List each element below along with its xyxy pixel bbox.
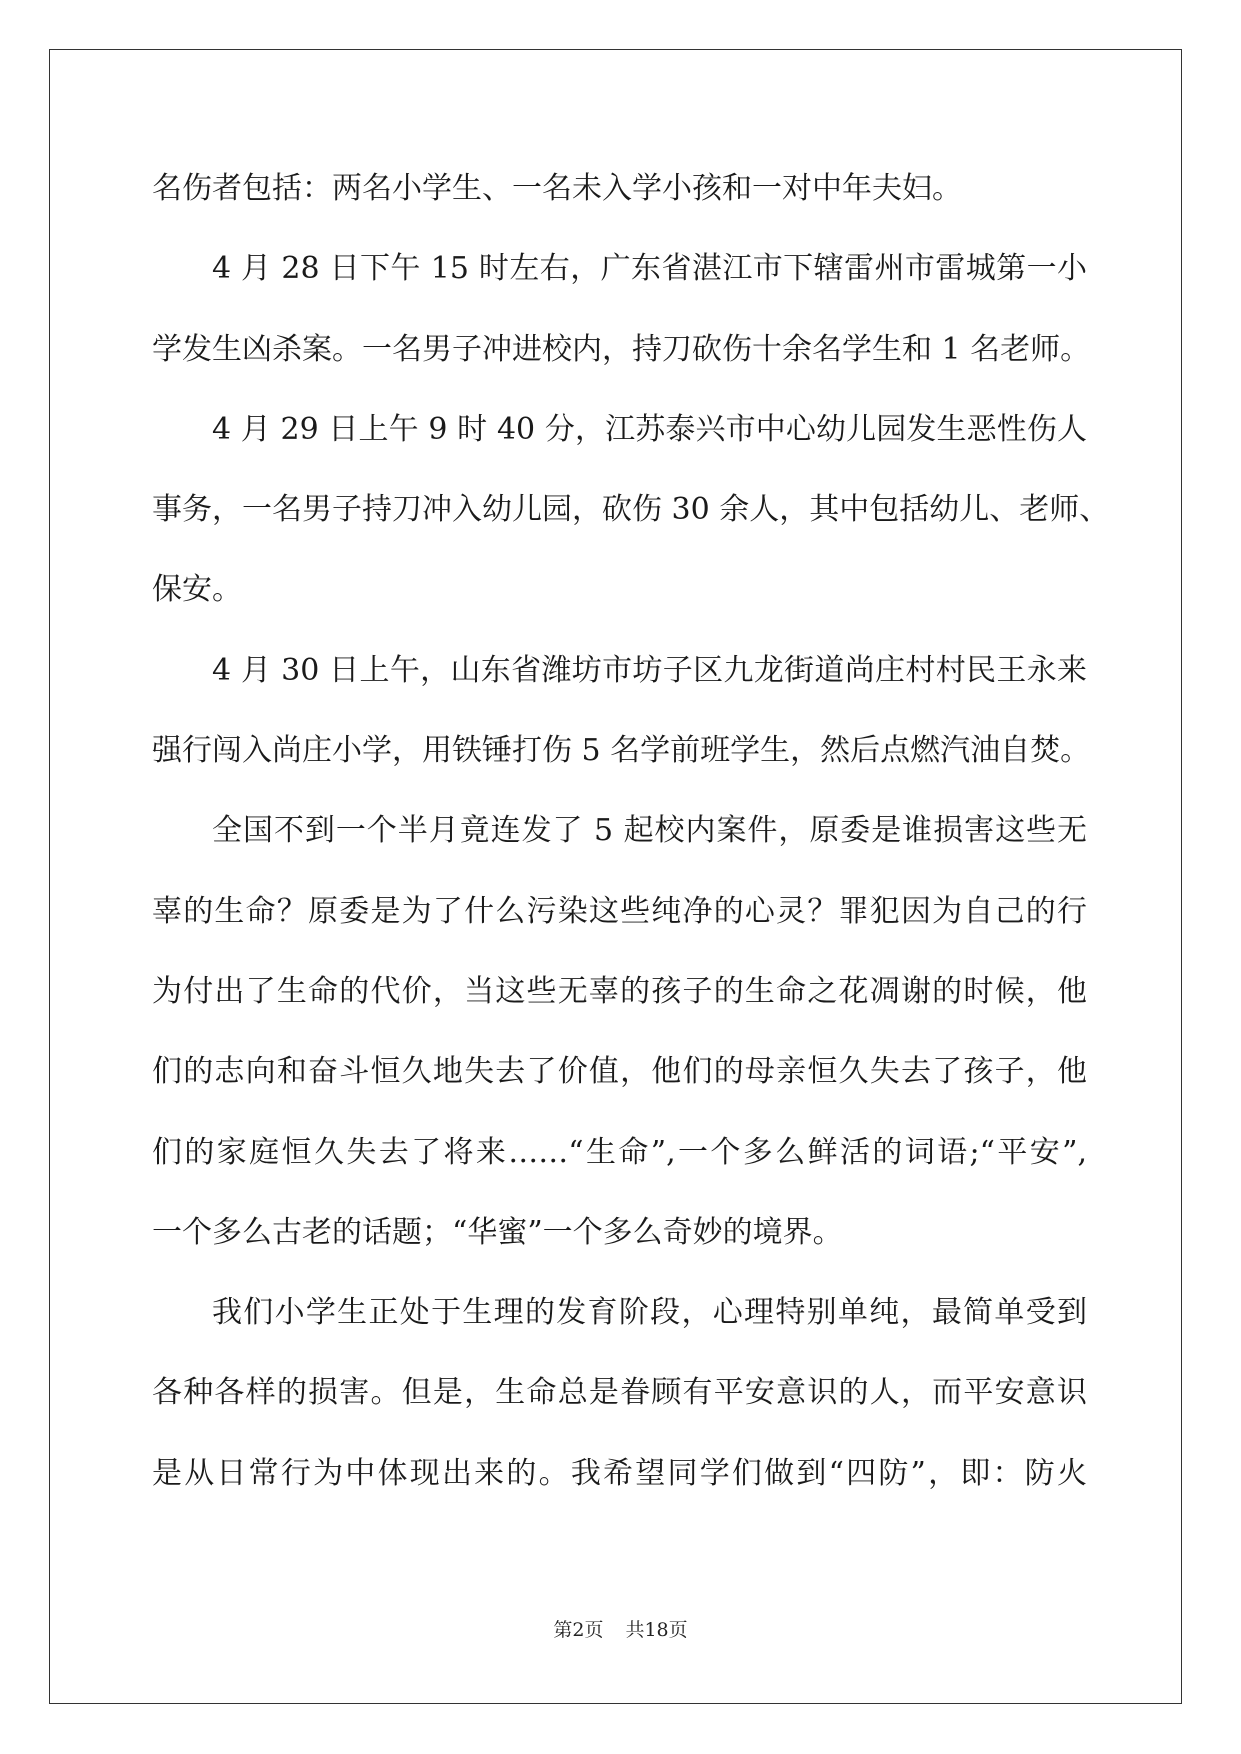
text-line: 强行闯入尚庄小学，用铁锤打伤 5 名学前班学生，然后点燃汽油自焚。 [152,733,1091,769]
text-line: 是从日常行为中体现出来的。我希望同学们做到“四防”，即：防火 [152,1455,1087,1491]
text-line: 事务，一名男子持刀冲入幼儿园，砍伤 30 余人，其中包括幼儿、老师、 [152,492,1110,528]
text-line: 们的家庭恒久失去了将来……“生命”,一个多么鲜活的词语;“平安”, [152,1134,1087,1170]
text-line: 4 月 30 日上午，山东省潍坊市坊子区九龙街道尚庄村村民王永来 [212,652,1087,688]
text-line: 学发生凶杀案。一名男子冲进校内，持刀砍伤十余名学生和 1 名老师。 [152,331,1091,367]
page-total: 共18页 [625,1619,688,1641]
text-line: 辜的生命？原委是为了什么污染这些纯净的心灵？罪犯因为自己的行 [152,893,1087,929]
text-line: 4 月 29 日上午 9 时 40 分，江苏泰兴市中心幼儿园发生恶性伤人 [212,411,1087,447]
text-line: 我们小学生正处于生理的发育阶段，心理特别单纯，最简单受到 [212,1295,1087,1331]
text-line: 们的志向和奋斗恒久地失去了价值，他们的母亲恒久失去了孩子，他 [152,1054,1087,1090]
text-line: 为付出了生命的代价，当这些无辜的孩子的生命之花凋谢的时候，他 [152,973,1087,1009]
page-footer [0,1615,1241,1642]
page-number: 第2页 [553,1619,604,1641]
text-line: 一个多么古老的话题；“华蜜”一个多么奇妙的境界。 [152,1214,843,1250]
document-body [152,149,1110,1514]
text-line: 4 月 28 日下午 15 时左右，广东省湛江市下辖雷州市雷城第一小 [212,251,1087,287]
text-line: 全国不到一个半月竟连发了 5 起校内案件，原委是谁损害这些无 [212,813,1087,849]
text-line: 名伤者包括：两名小学生、一名未入学小孩和一对中年夫妇。 [152,171,962,206]
text-line: 各种各样的损害。但是，生命总是眷顾有平安意识的人，而平安意识 [152,1375,1087,1411]
text-line: 保安。 [152,572,242,608]
